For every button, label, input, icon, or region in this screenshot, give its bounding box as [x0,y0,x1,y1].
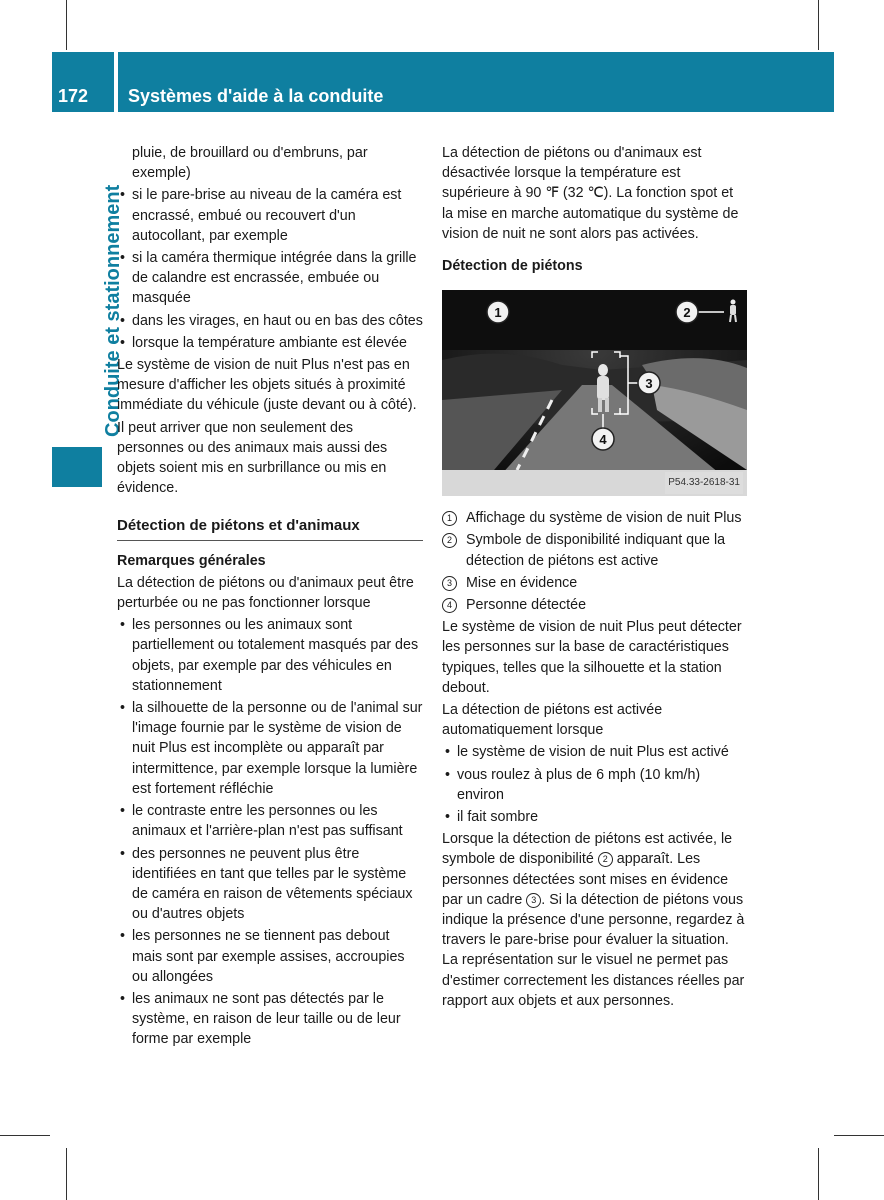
paragraph: La détection de piétons ou d'animaux est désactivée lorsque la température est supérieure à 90 ℉ (32 ℃). La fonction spot et la mise en marche automatique du système de vision de nuit ne sont alors pas activées. [442,145,739,242]
bullet-list [442,742,747,827]
inline-reference-number: 2 [598,852,613,867]
legend-item [442,530,747,570]
bullet-list [117,185,423,353]
legend-text: Affichage du système de vision de nuit Plus [466,510,742,527]
list-item: • dans les virages, en haut ou en bas des côtes [117,311,423,331]
legend-text: Symbole de disponibilité indiquant que la détection de piétons est active [466,532,726,569]
legend-item [442,573,747,593]
list-item: • les personnes ou les animaux sont partiellement ou totalement masqués par des objets, par exemple par des véhicules en stationnement [117,615,423,696]
sub-heading: Remarques générales [117,552,266,569]
crop-mark [834,1135,884,1136]
list-item: • des personnes ne peuvent plus être identifiées en tant que telles par le système de caméra en raison de vêtements spéciaux ou d'autres objets [117,844,423,925]
callout-label: 3 [645,376,653,392]
bullet-list [117,615,423,1049]
legend-number: 2 [442,533,457,548]
list-item: • le système de vision de nuit Plus est activé [442,742,747,762]
sub-heading: Détection de piétons [442,258,583,275]
callout-3 [638,372,660,394]
text-run: . Si la détection de piétons vous indique la présence d'une personne, regardez à travers le pare-brise pour évaluer la situation. La représentation sur le visuel ne permet pas d'estimer correctement les distances réelles par rapport aux objets et aux personnes. [442,891,745,1009]
night-vision-figure [442,290,747,496]
callout-label: 2 [683,305,691,321]
legend-number: 3 [442,576,457,591]
section-heading: Détection de piétons et d'animaux [117,516,423,540]
figure-legend [442,508,747,615]
legend-text: Mise en évidence [466,574,578,591]
list-item: • si le pare-brise au niveau de la caméra est encrassé, embué ou recouvert d'un autocollant, par exemple [117,185,423,246]
crop-mark [66,0,67,50]
callout-1 [487,301,509,323]
legend-item [442,595,747,615]
list-item: • il fait sombre [442,807,747,827]
paragraph: La détection de piétons ou d'animaux peut être perturbée ou ne pas fonctionner lorsque [117,574,414,612]
crop-mark [0,1135,50,1136]
left-column [117,143,423,1052]
callout-4 [592,428,614,450]
crop-mark [66,1148,67,1200]
list-item: • les animaux ne sont pas détectés par le système, en raison de leur taille ou de leur forme par exemple [117,989,423,1050]
list-item: • le contraste entre les personnes ou les animaux et l'arrière-plan n'est pas suffisant [117,801,423,841]
side-tab-marker [52,447,102,487]
figure-code: P54.33-2618-31 [665,472,743,494]
legend-number: 1 [442,511,457,526]
side-tab-label: Conduite et stationnement [102,184,124,437]
legend-number: 4 [442,598,457,613]
continued-text: pluie, de brouillard ou d'embruns, par exemple) [132,145,368,182]
callout-label: 1 [494,305,502,321]
crop-mark [818,0,819,50]
list-item: • les personnes ne se tiennent pas debout mais sont par exemple assises, accroupies ou allongées [117,926,423,987]
legend-item [442,508,747,528]
text-run: Lorsque la détection de piétons est activée, le symbole de disponibilité [442,831,733,868]
paragraph: Le système de vision de nuit Plus n'est pas en mesure d'afficher les objets situés à proximité immédiate du véhicule (juste devant ou à côté). [117,357,417,414]
paragraph: La détection de piétons est activée automatiquement lorsque [442,702,663,739]
callout-label: 4 [599,432,607,448]
chapter-title: Systèmes d'aide à la conduite [128,86,384,106]
inline-reference-number: 3 [526,893,541,908]
page-number: 172 [58,86,89,106]
legend-text: Personne détectée [466,597,587,614]
callout-2 [676,301,698,323]
night-vision-image [442,290,747,496]
list-item: • lorsque la température ambiante est élevée [117,333,423,353]
paragraph [442,829,747,1011]
right-column [442,143,747,1013]
text-run: apparaît. Les personnes détectées sont mises en évidence par un cadre [442,851,729,908]
list-item: • vous roulez à plus de 6 mph (10 km/h) environ [442,765,747,805]
paragraph: Il peut arriver que non seulement des personnes ou des animaux mais aussi des objets soient mis en surbrillance ou mis en évidence. [117,419,388,497]
paragraph: Le système de vision de nuit Plus peut détecter les personnes sur la base de caractéristiques typiques, telles que la silhouette et la station debout. [442,619,742,696]
crop-mark [818,1148,819,1200]
list-item: • si la caméra thermique intégrée dans la grille de calandre est encrassée, embuée ou masquée [117,248,423,309]
list-item: • la silhouette de la personne ou de l'animal sur l'image fournie par le système de vision de nuit Plus est incomplète ou apparaît par intermittence, par exemple lorsque la lumière est fortement réfléchie [117,698,423,799]
